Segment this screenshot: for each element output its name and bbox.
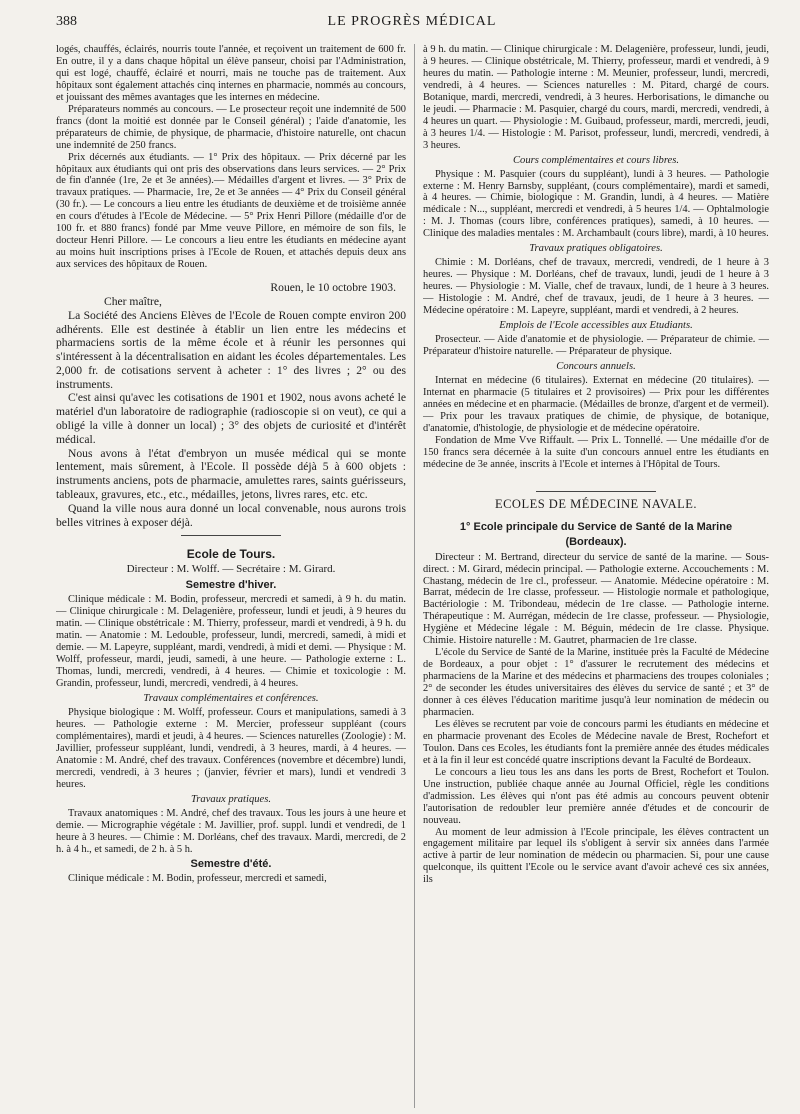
section-rule bbox=[181, 535, 281, 536]
heading-travaux-obligatoires: Travaux pratiques obligatoires. bbox=[529, 243, 663, 255]
paragraph-recrutement: Les élèves se recrutent par voie de concours parmi les étudiants en médecine et en pharmacie provenant des Ecoles de Médecine navale de Brest, Rochefort et Toulon. Dans ces Ecoles, les étudiants font la première année des études médicales et à la fin il leur est concédé quatre inscriptions devant la Faculté de Bordeaux. bbox=[423, 718, 769, 766]
tours-direction: Directeur : M. Wolff. — Secrétaire : M. Girard. bbox=[126, 563, 336, 576]
paragraph-emplois: Prosecteur. — Aide d'anatomie et de physiologie. — Préparateur de chimie. — Préparateur d'histoire naturelle. — Préparateur de physique. bbox=[423, 334, 769, 358]
journal-title: LE PROGRÈS MÉDICAL bbox=[327, 14, 497, 29]
paragraph-ete-suite: à 9 h. du matin. — Clinique chirurgicale : M. Delagenière, professeur, lundi, jeudi, à 9 heures. — Clinique obstétricale, M. Thierry, professeur, mardi et vendredi, à 9 heures du matin. — Pathologie interne : M. Meunier, professeur, lundi, mercredi, vendredi, à 4 heures. — Sciences naturelles : M. Pitard, chargé de cours. Botanique, mardi, mercredi, vendredi, à 3 heures. Herborisations, le dimanche ou le jeudi. — Pharmacie : M. Pasquier, chargé du cours, mardi, mercredi, vendredi, à 4 heures un quart. — Physiologie : M. Guibaud, professeur, mardi, mercredi, jeudi, à 3 heures 1/4. — Histologie : M. Parisot, professeur, lundi, mercredi, vendredi, à 3 heures. bbox=[423, 44, 769, 151]
letter-paragraph: La Société des Anciens Elèves de l'Ecole de Rouen compte environ 200 adhérents. Elle est destinée à établir un lien entre les médecins et pharmaciens sortis de la même école et à réunir les personnes qui s'intéressent à la décentralisation en aidant les écoles départementales. Les 2,000 fr. de cotisations servent à acheter : 1° des livres ; 2° ou des instruments. bbox=[56, 308, 406, 391]
heading-travaux-complementaires: Travaux complémentaires et conférences. bbox=[143, 693, 319, 705]
page-number: 388 bbox=[56, 14, 77, 29]
letter-paragraph: Nous avons à l'état d'embryon un musée médical qui se monte lentement, mais sûrement, à l'Ecole. Il possède déjà 5 à 600 objets : instruments anciens, pots de pharmacie, amulettes rares, saints guérisseurs, tableaux, gravures, etc., etc., médailles, jetons, livres rares, etc. etc. bbox=[56, 446, 406, 502]
paragraph-cours-libres: Physique : M. Pasquier (cours du suppléant), lundi à 3 heures. — Pathologie externe : M. Henry Barnsby, suppléant, (cours complémentaire), mardi et samedi, à 4 heures. — Chimie, biologique : M. Grandin, lundi, à 4 heures. — Matière médicale : N..., suppléant, mercredi et vendredi, à 5 heures 1/4. — Ophtalmologie : M. J. Thomas (cours libre, conférences pratiques), samedi, à 10 heures. — Clinique des maladies mentales : M. Archambault (cours libre), mardi, à 10 heures. bbox=[423, 168, 769, 240]
letter-paragraph: C'est ainsi qu'avec les cotisations de 1901 et 1902, nous avons acheté le matériel d'un laboratoire de radiographie (radioscopie si on veut), ce qui a obligé la ville à donner un local) ; 3° des objets de curiosité et d'intérêt médical. bbox=[56, 391, 406, 446]
left-column bbox=[56, 44, 406, 1108]
column-divider bbox=[414, 44, 415, 1108]
right-column bbox=[423, 44, 769, 1108]
paragraph-direction-navale: Directeur : M. Bertrand, directeur du service de santé de la marine. — Sous-direct. : M. Girard, médecin principal. — Pathologie externe. Accouchements : M. Chastang, médecin de 1re cl., professeur. — Anatomie. Médecine opératoire : M. Barrat, médecin de 1re classe, professeur. — Histologie normale et pathologique, Bactériologie : M. Tribondeau, médecin de 1re classe. — Pathologie interne. Thérapeutique : M. Aurrégan, médecin de 1re classe, professeur. — Physiologie, Hygiène et Médecine légale : M. Béguin, médecin de 1re classe. Physique. Chimie. Histoire naturelle : M. Gautret, pharmacien de 1re classe. bbox=[423, 551, 769, 647]
letter-paragraph: Quand la ville nous aura donné un local convenable, nous aurons trois belles vitrines à exposer déjà. bbox=[56, 501, 406, 529]
letter bbox=[56, 281, 406, 529]
paragraph-engagement: Au moment de leur admission à l'Ecole principale, les élèves contractent un engagement militaire par lequel ils s'obligent à servir six années dans l'armée active à partir de leur nomination de médecin ou pharmacien. Si, pour une cause quelconque, ils quittent l'Ecole ou le service avant d'avoir achevé ces six années, ils bbox=[423, 826, 769, 886]
paragraph-fondation: Fondation de Mme Vve Riffault. — Prix L. Tonnellé. — Une médaille d'or de 150 francs sera décernée à la suite d'un concours annuel entre les étudiants en médecine de 3e année, inscrits à l'Ecole et internes à l'Hôpital de Tours. bbox=[423, 434, 769, 470]
section-title-ecole-tours: Ecole de Tours. bbox=[186, 547, 276, 562]
paragraph-travaux-obligatoires: Chimie : M. Dorléans, chef de travaux, mercredi, vendredi, de 1 heure à 3 heures. — Physique : M. Dorléans, chef de travaux, lundi, jeudi de 1 heure à 3 heures. — Physiologie : M. Vialle, chef de travaux, lundi, de 1 heure à 3 heures. — Histologie : M. André, chef de travaux, jeudi, de 1 heure à 3 heures. — Médecine opératoire : M. Lapeyre, suppléant, mardi et vendredi, à 2 heures. bbox=[423, 257, 769, 317]
heading-ecole-principale: 1° Ecole principale du Service de Santé de la Marine bbox=[459, 520, 733, 533]
heading-cours-complementaires: Cours complémentaires et cours libres. bbox=[512, 154, 680, 166]
heading-emplois: Emplois de l'Ecole accessibles aux Etudiants. bbox=[499, 320, 693, 332]
section-title-medecine-navale: ECOLES DE MÉDECINE NAVALE. bbox=[494, 496, 698, 511]
paragraph-complementaires: Physique biologique : M. Wolff, professeur. Cours et manipulations, samedi à 3 heures. — Pathologie externe : M. Mercier, professeur suppléant (cours complémentaires), mardi et jeudi, à 4 heures. — Sciences naturelles (Zoologie) : M. Javillier, professeur suppléant, lundi, vendredi, à 3 heures, mardi, à 4 heures. — Anatomie : M. André, chef des travaux. Conférences (novembre et décembre) lundi, mercredi, vendredi, à 3 heures ; (janvier, février et mars), lundi et vendredi 3 heures. bbox=[56, 707, 406, 790]
heading-semestre-hiver: Semestre d'hiver. bbox=[185, 579, 277, 592]
letter-date: Rouen, le 10 octobre 1903. bbox=[270, 281, 396, 295]
paragraph-travaux-pratiques: Travaux anatomiques : M. André, chef des travaux. Tous les jours à une heure et demie. — Micrographie végétale : M. Javillier, prof. suppl. lundi et vendredi, de 1 heure à 3 heures. — Chimie : M. Dorléans, chef des travaux. Mardi, mercredi, de 2 h. à 4 h., et samedi, de 2 h. à 5 h. bbox=[56, 807, 406, 855]
paragraph-concours: Internat en médecine (6 titulaires). Externat en médecine (20 titulaires). — Internat en pharmacie (5 titulaires et 2 provisoires) — Prix pour les différentes années en médecine et en pharmacie. (Médailles de bronze, d'argent et de vermeil). — Prix pour les travaux pratiques de chimie, de physique, de botanique, d'anatomie, d'histologie, de physiologie et de médecine opératoire. bbox=[423, 374, 769, 434]
heading-travaux-pratiques: Travaux pratiques. bbox=[190, 793, 272, 805]
paragraph-hiver: Clinique médicale : M. Bodin, professeur, mercredi et samedi, à 9 h. du matin. — Clinique chirurgicale : M. Delagenière, professeur, lundi et jeudi, à 9 heures du matin. — Clinique obstétricale : M. Thierry, professeur, mardi et vendredi, à 9 h. du matin. — Anatomie : M. Ledouble, professeur, lundi, mercredi, samedi, à midi et demie. — M. Lapeyre, suppléant, mardi, vendredi, à midi et demi. — Physique : M. Wolff, professeur, mardi, jeudi, samedi, à une heure. — Pathologie externe : L. Thomas, lundi, mercredi, vendredi, à 4 heures. — Chimie et toxicologie : M. Grandin, professeur, lundi, mercredi, vendredi, à 4 heures. bbox=[56, 594, 406, 690]
heading-semestre-ete: Semestre d'été. bbox=[190, 857, 272, 870]
paragraph-ete: Clinique médicale : M. Bodin, professeur, mercredi et samedi, bbox=[68, 872, 327, 884]
paragraph-internes: logés, chauffés, éclairés, nourris toute l'année, et reçoivent un traitement de 600 fr. En outre, il y a dans chaque hôpital un élève panseur, choisi par l'Administration, qui est logé, chauffé, éclairé et nourri, mais ne touche pas de traitement. Aux hôpitaux sont également attachés cinq internes en pharmacie, nommés au concours, et jouissant des mêmes avantages que les internes en médecine. bbox=[56, 44, 406, 103]
paragraph-concours-ports: Le concours a lieu tous les ans dans les ports de Brest, Rochefort et Toulon. Une instruction, publiée chaque année au Journal Officiel, règle les conditions d'admission. Les élèves qui n'ont pas été admis au concours peuvent obtenir l'autorisation de redoubler leur première année d'études et de concourir de nouveau. bbox=[423, 766, 769, 826]
section-rule bbox=[536, 491, 656, 492]
heading-concours: Concours annuels. bbox=[556, 360, 636, 372]
paragraph-preparateurs: Préparateurs nommés au concours. — Le prosecteur reçoit une indemnité de 500 francs (dont la moitié est donnée par le Conseil général) ; l'aide d'anatomie, les préparateurs de chimie, de physique, de pharmacie, d'histoire naturelle, ont chacun une indemnité de 250 francs. bbox=[56, 103, 406, 151]
paragraph-objet-ecole: L'école du Service de Santé de la Marine, instituée près la Faculté de Médecine de Bordeaux, a pour objet : 1° d'assurer le recrutement des médecins et pharmaciens de la Marine et des médecins et pharmaciens des troupes coloniales ; 2° de seconder les études universitaires des élèves du service de santé ; et 3° de donner à ces élèves l'éducation maritime jusqu'à leur nomination de médecin ou pharmacien. bbox=[423, 647, 769, 718]
page-header bbox=[56, 14, 768, 36]
heading-bordeaux: (Bordeaux). bbox=[565, 535, 627, 548]
letter-salutation: Cher maître, bbox=[104, 294, 162, 308]
paragraph-prix: Prix décernés aux étudiants. — 1° Prix des hôpitaux. — Prix décerné par les hôpitaux aux étudiants qui ont pris des observations dans leurs services. — 2° Prix de fin d'année (1re, 2e et 3e années).— Médailles d'argent et livres. — 3° Prix de travaux pratiques. — Pharmacie, 1re, 2e et 3e années — 4° Prix du Conseil général (30 fr.). — Le concours a lieu entre les étudiants de deuxième et de troisième année en cours d'études à l'Ecole de Médecine. — 5° Prix Henri Pillore (médaille d'or de 100 fr. et 880 francs) fondé par Mme veuve Pillore, en mémoire de son fils, le docteur Henri Pillore. — Le concours a lieu entre les étudiants en médecine ayant au moins huit inscriptions prises à l'Ecole de Rouen, et attachés depuis deux ans aux services des hôpitaux de Rouen. bbox=[56, 151, 406, 271]
